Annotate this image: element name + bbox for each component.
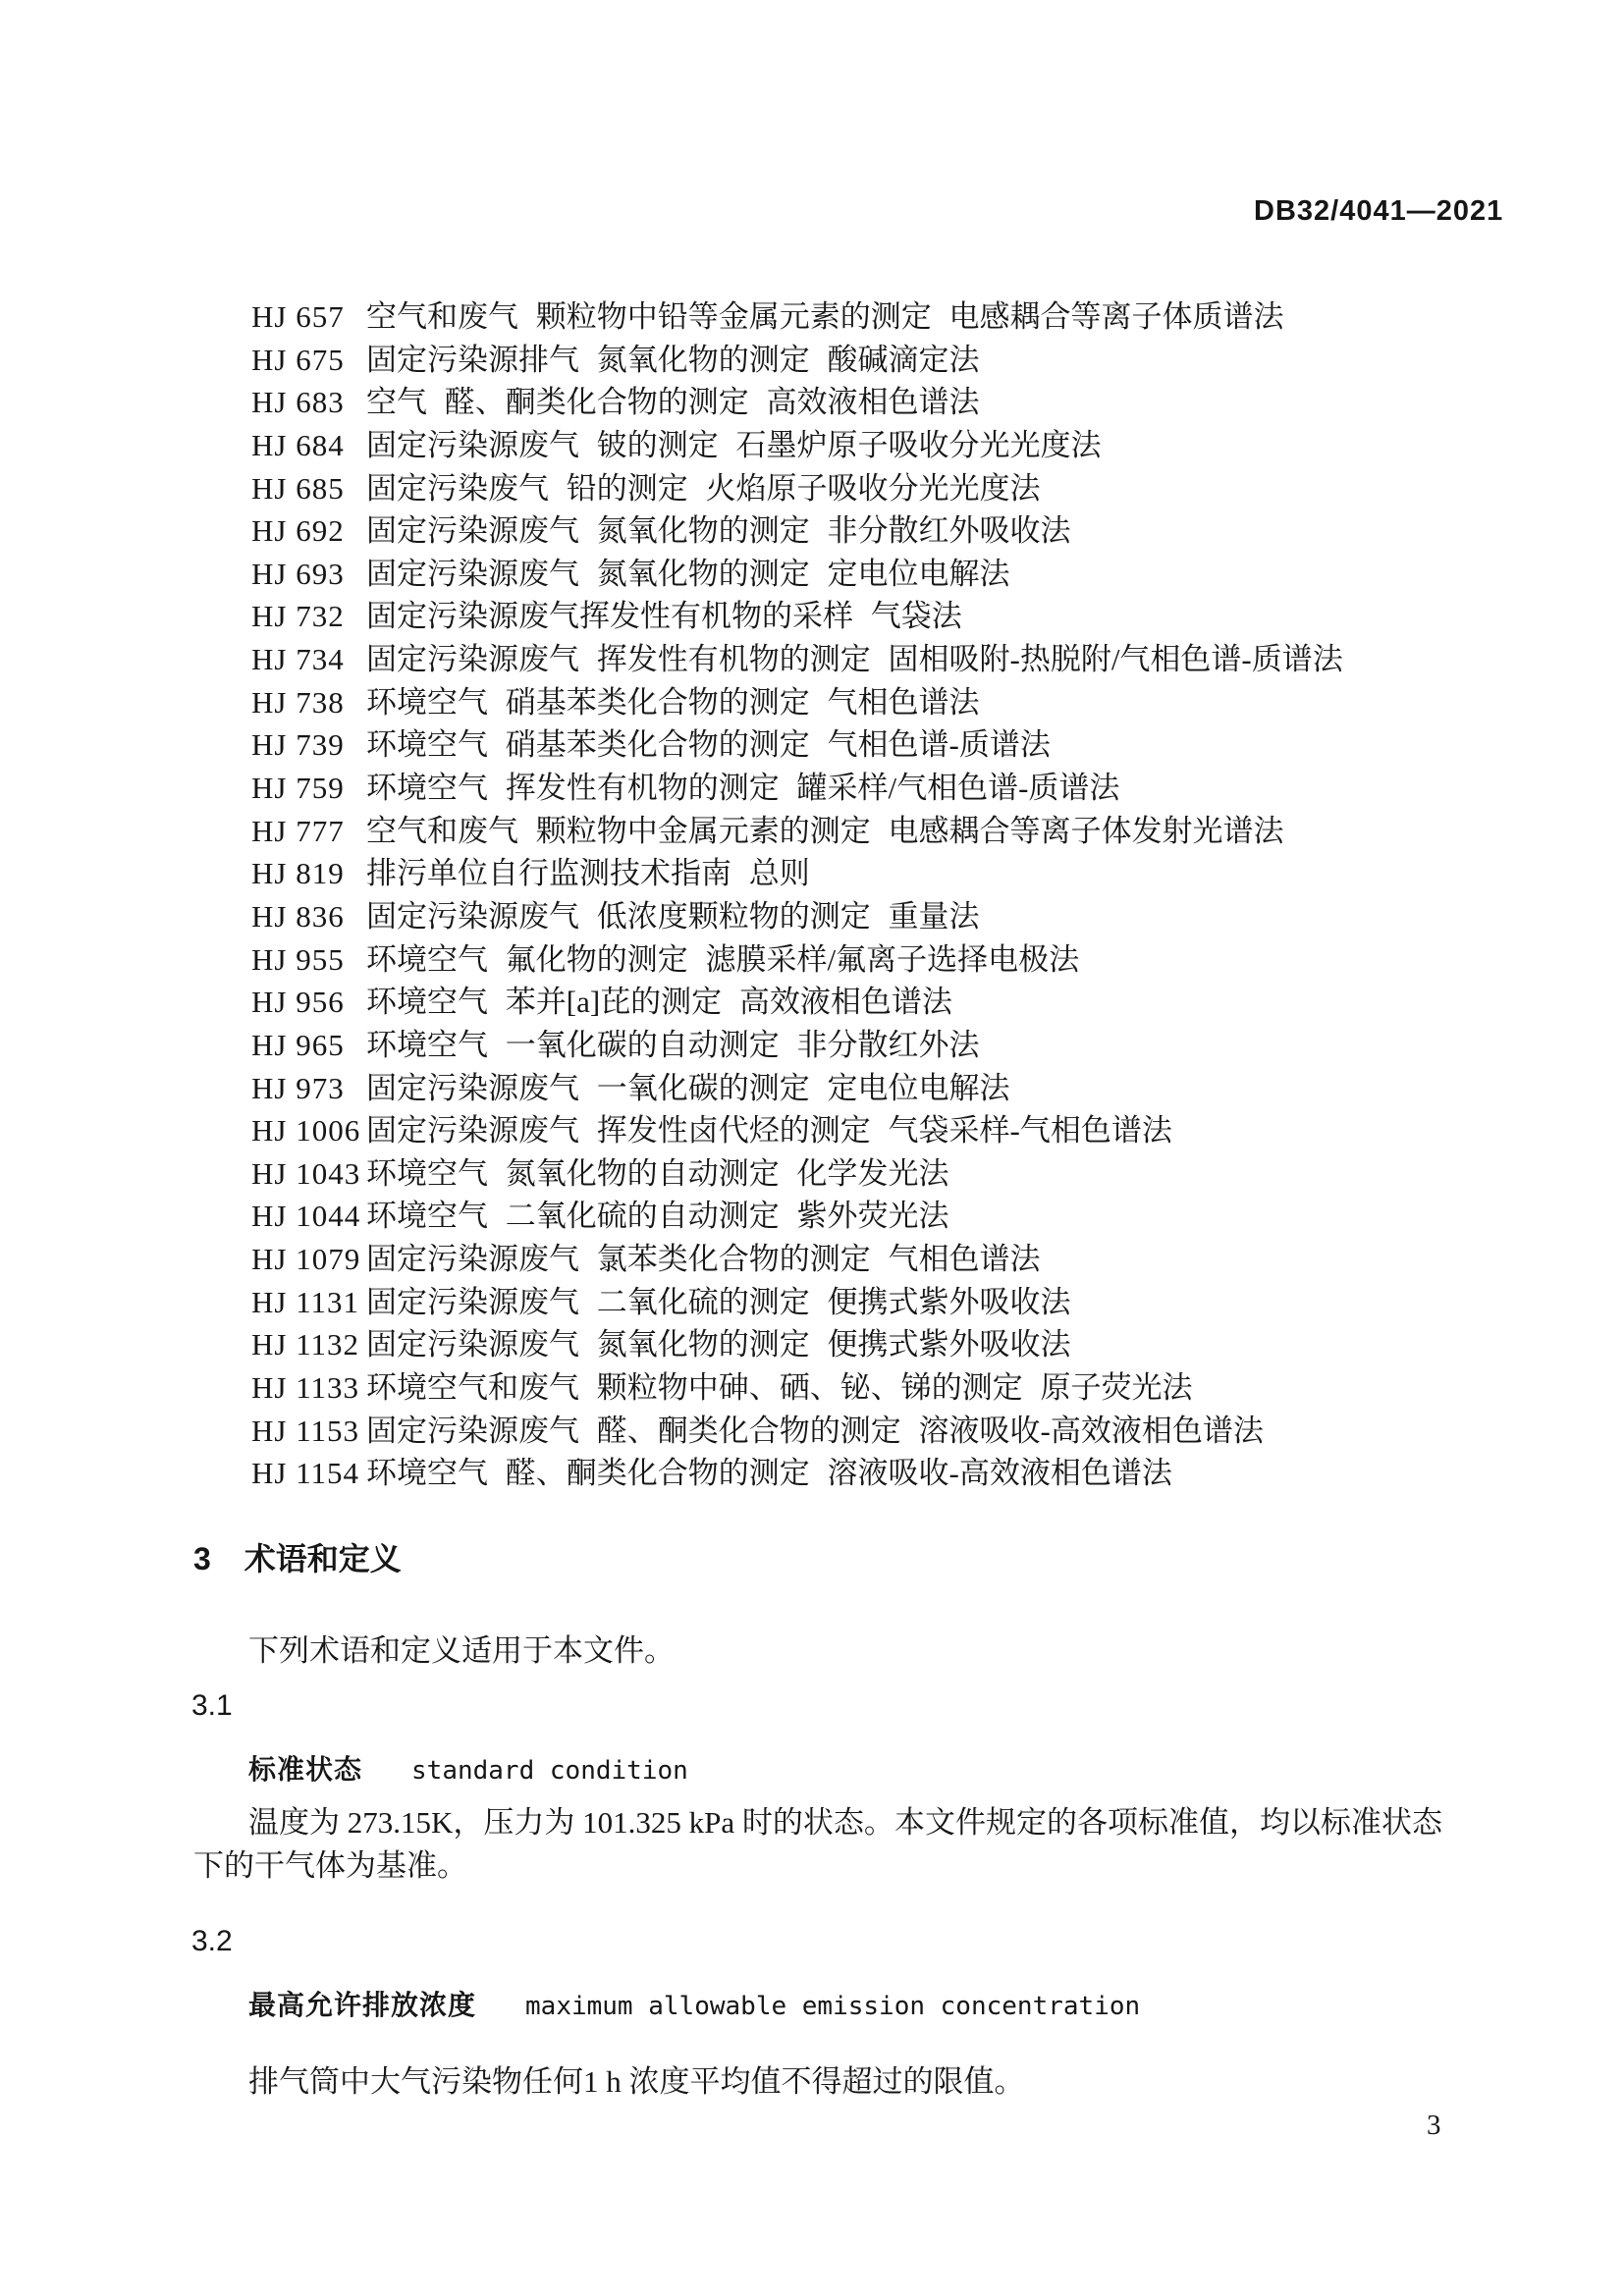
standard-code: HJ 693 (251, 556, 345, 591)
standard-title: 空气和废气 颗粒物中铅等金属元素的测定 电感耦合等离子体质谱法 (366, 299, 1284, 334)
standard-row (251, 424, 1343, 467)
standard-code: HJ 973 (251, 1070, 345, 1105)
standard-title: 固定污染源废气 挥发性卤代烃的测定 气袋采样-气相色谱法 (366, 1113, 1172, 1148)
standard-row (251, 852, 1343, 895)
standard-code: HJ 777 (251, 813, 345, 848)
section-number: 3 (193, 1541, 211, 1576)
standard-title: 固定污染源废气 挥发性有机物的测定 固相吸附-热脱附/气相色谱-质谱法 (366, 642, 1343, 677)
standard-title: 固定污染源废气 氮氧化物的测定 定电位电解法 (366, 556, 1010, 591)
standard-row (251, 339, 1343, 382)
standard-title: 固定污染源废气 氮氧化物的测定 非分散红外吸收法 (366, 513, 1071, 549)
standard-row (251, 1109, 1343, 1152)
standard-code: HJ 1043 (251, 1155, 361, 1191)
standard-row (251, 1366, 1343, 1410)
standard-title: 环境空气 氟化物的测定 滤膜采样/氟离子选择电极法 (366, 941, 1080, 977)
term-3-2-heading (248, 1984, 1140, 2023)
standard-code: HJ 657 (251, 299, 345, 334)
standard-row (251, 467, 1343, 510)
section-3-intro: 下列术语和定义适用于本文件。 (248, 1633, 675, 1668)
standard-row (251, 553, 1343, 596)
standard-row (251, 1410, 1343, 1453)
standard-code: HJ 683 (251, 385, 345, 420)
standard-code: HJ 1154 (251, 1456, 360, 1491)
standard-code: HJ 1006 (251, 1113, 361, 1148)
document-code-header: DB32/4041—2021 (1254, 195, 1504, 227)
standard-row (251, 381, 1343, 424)
standard-row (251, 723, 1343, 767)
standard-code: HJ 836 (251, 898, 345, 934)
standard-code: HJ 1044 (251, 1199, 361, 1234)
standard-row (251, 810, 1343, 853)
standard-code: HJ 684 (251, 427, 345, 462)
standard-title: 固定污染源废气 低浓度颗粒物的测定 重量法 (366, 898, 980, 934)
standard-code: HJ 1132 (251, 1327, 360, 1362)
standard-title: 环境空气 硝基苯类化合物的测定 气相色谱法 (366, 684, 980, 720)
standard-code: HJ 956 (251, 985, 345, 1020)
standard-row (251, 895, 1343, 938)
standard-code: HJ 685 (251, 470, 345, 506)
standard-row (251, 295, 1343, 339)
term-3-1-en: standard condition (411, 1756, 688, 1786)
term-3-1-definition: 温度为 273.15K，压力为 101.325 kPa 时的状态。本文件规定的各项标准值，均以标准状态下的干气体为基准。 (193, 1805, 1442, 1883)
standard-title: 环境空气 苯并[a]芘的测定 高效液相色谱法 (366, 985, 952, 1020)
standard-code: HJ 955 (251, 941, 345, 977)
standard-code: HJ 675 (251, 342, 345, 377)
standard-title: 空气 醛、酮类化合物的测定 高效液相色谱法 (366, 385, 980, 420)
normative-references-list (251, 295, 1343, 1495)
standard-code: HJ 1079 (251, 1242, 361, 1277)
standard-row (251, 981, 1343, 1024)
term-3-1-zh: 标准状态 (248, 1754, 363, 1785)
section-title: 术语和定义 (244, 1541, 402, 1576)
standard-title: 固定污染源废气 氮氧化物的测定 便携式紫外吸收法 (366, 1327, 1071, 1362)
standard-title: 排污单位自行监测技术指南 总则 (366, 856, 810, 891)
term-3-2-en: maximum allowable emission concentration (525, 1992, 1141, 2021)
standard-row (251, 938, 1343, 982)
standard-code: HJ 732 (251, 599, 345, 634)
standard-code: HJ 692 (251, 513, 345, 549)
standard-title: 固定污染源废气 二氧化硫的测定 便携式紫外吸收法 (366, 1284, 1071, 1319)
standard-title: 环境空气和废气 颗粒物中砷、硒、铋、锑的测定 原子荧光法 (366, 1370, 1193, 1406)
standard-row (251, 767, 1343, 810)
standard-title: 空气和废气 颗粒物中金属元素的测定 电感耦合等离子体发射光谱法 (366, 813, 1284, 848)
section-3-heading (193, 1534, 402, 1579)
page-number: 3 (1427, 2109, 1441, 2141)
term-3-2-definition: 排气筒中大气污染物任何1 h 浓度平均值不得超过的限值。 (248, 2064, 1025, 2099)
standard-title: 环境空气 挥发性有机物的测定 罐采样/气相色谱-质谱法 (366, 771, 1120, 806)
standard-code: HJ 819 (251, 856, 345, 891)
standard-code: HJ 965 (251, 1027, 345, 1062)
standard-title: 环境空气 硝基苯类化合物的测定 气相色谱-质谱法 (366, 727, 1051, 763)
term-3-1-heading (248, 1748, 688, 1788)
standard-code: HJ 734 (251, 642, 345, 677)
standard-title: 环境空气 一氧化碳的自动测定 非分散红外法 (366, 1027, 980, 1062)
standard-row (251, 1238, 1343, 1281)
standard-title: 固定污染源废气 氯苯类化合物的测定 气相色谱法 (366, 1242, 1041, 1277)
standard-row (251, 1281, 1343, 1324)
standard-title: 环境空气 醛、酮类化合物的测定 溶液吸收-高效液相色谱法 (366, 1456, 1172, 1491)
standard-row (251, 681, 1343, 724)
standard-row (251, 595, 1343, 638)
standard-code: HJ 739 (251, 727, 345, 763)
clause-3-2-number: 3.2 (191, 1925, 233, 1957)
clause-3-1-number: 3.1 (191, 1689, 233, 1722)
standard-title: 固定污染源排气 氮氧化物的测定 酸碱滴定法 (366, 342, 980, 377)
standard-title: 固定污染源废气挥发性有机物的采样 气袋法 (366, 599, 962, 634)
term-3-2-zh: 最高允许排放浓度 (248, 1990, 477, 2020)
standard-title: 环境空气 氮氧化物的自动测定 化学发光法 (366, 1155, 949, 1191)
standard-title: 固定污染废气 铅的测定 火焰原子吸收分光光度法 (366, 470, 1041, 506)
standard-row (251, 1024, 1343, 1067)
standard-code: HJ 738 (251, 684, 345, 720)
standard-row (251, 638, 1343, 681)
standard-code: HJ 1131 (251, 1284, 360, 1319)
standard-title: 环境空气 二氧化硫的自动测定 紫外荧光法 (366, 1199, 949, 1234)
standard-row (251, 1067, 1343, 1110)
standard-code: HJ 759 (251, 771, 345, 806)
standard-row (251, 1152, 1343, 1196)
standard-title: 固定污染源废气 铍的测定 石墨炉原子吸收分光光度法 (366, 427, 1102, 462)
standard-row (251, 1452, 1343, 1495)
standard-code: HJ 1133 (251, 1370, 360, 1406)
standard-row (251, 1195, 1343, 1238)
standard-title: 固定污染源废气 一氧化碳的测定 定电位电解法 (366, 1070, 1010, 1105)
standard-title: 固定污染源废气 醛、酮类化合物的测定 溶液吸收-高效液相色谱法 (366, 1413, 1264, 1448)
standard-code: HJ 1153 (251, 1413, 360, 1448)
standard-row (251, 509, 1343, 553)
standard-row (251, 1323, 1343, 1366)
